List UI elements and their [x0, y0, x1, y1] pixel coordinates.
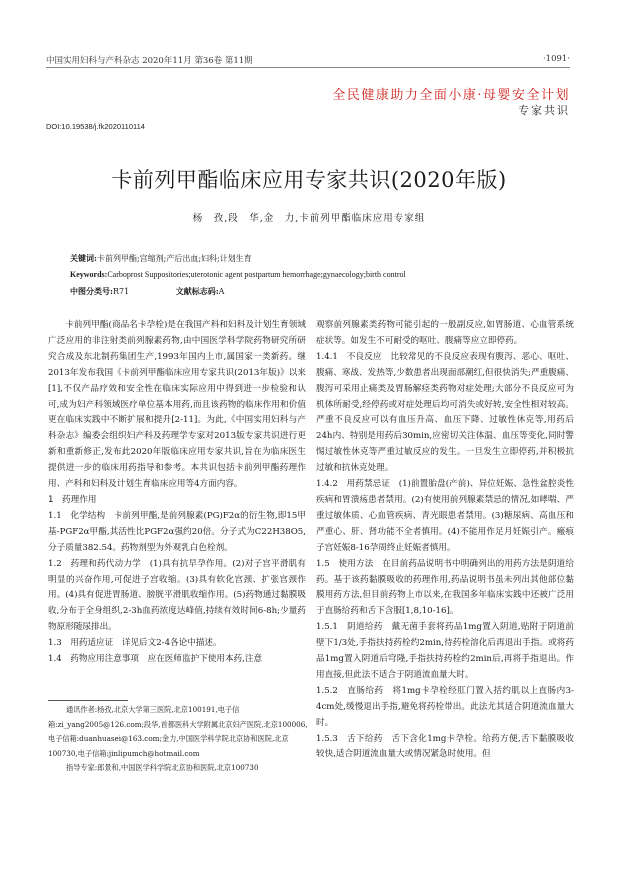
section-heading-1: 1 药理作用 [48, 494, 97, 505]
para-1-4-cont: 观察前列腺素类药物可能引起的一般副反应,如胃肠道、心血管系统症状等。如发生不可耐受的呕吐、腹痛等应立即停药。 [316, 320, 574, 346]
para-1-5-2: 1.5.2 直肠给药 将1mg卡孕栓经肛门置入括约肌以上直肠内3-4cm处,缓慢退出手指,避免将药栓带出。此法尤其适合阴道流血量大时。 [316, 685, 574, 728]
footnote-affiliations: 通讯作者:杨孜,北京大学第三医院,北京100191,电子信箱:zi_yang2005@126.com;段华,首都医科大学附属北京妇产医院,北京100006,电子信箱:duanhuasei@163.com;金力,中国医学科学院北京协和医院,北京100730,电子信箱:jinlipumch@hotmail.com [48, 705, 308, 758]
clc-label: 中图分类号: [70, 286, 113, 296]
page-number: ·1091· [542, 54, 570, 64]
doc-code-label: 文献标志码: [175, 286, 219, 296]
para-1-2: 1.2 药理和药代动力学 (1)具有抗早孕作用。(2)对子宫平滑肌有明显的兴奋作用,可促进子宫收缩。(3)具有软化宫颈、扩张宫颈作用。(4)具有促进胃肠道、膀胱平滑肌收缩作用。(5)药物通过黏膜吸收,分布于全身组织,2-3h血药浓度达峰值,持续有效时间6-8h;少量药物原形随尿排出。 [48, 558, 306, 633]
keywords-en-text: Carboprost Suppositories;uterotonic agent postpartum hemorrhage;gynaecology;birth control [107, 270, 406, 279]
para-1-4-2: 1.4.2 用药禁忌证 (1)前置胎盘(产前)、异位妊娠、急性盆腔炎性疾病和胃溃疡患者禁用。(2)有使用前列腺素禁忌的情况,如哮喘、严重过敏体质、心血管疾病、青光眼患者禁用。(3)糖尿病、高血压和严重心、肝、肾功能不全者慎用。(4)不能用作足月妊娠引产。瘢痕子宫妊娠8-16孕周终止妊娠者慎用。 [316, 479, 574, 553]
footnote-guide-expert: 指导专家:郎景和,中国医学科学院北京协和医院,北京100730 [66, 763, 259, 772]
classification-line [70, 286, 268, 297]
clc-value: R71 [112, 287, 130, 296]
keywords-cn-text: 卡前列甲酯;宫缩剂;产后出血;妇科;计划生育 [96, 254, 252, 263]
left-column [48, 318, 306, 668]
journal-issue: 中国实用妇科与产科杂志 2020年11月 第36卷 第11期 [46, 56, 253, 66]
para-1-4-1: 1.4.1 不良反应 比较常见的不良反应表现有腹泻、恶心、呕吐、腹痛、寒战、发热等,少数患者出现面部潮红,但很快消失;严重腹痛、腹泻可采用止痛类及胃肠解痉类药物对症处理;大部分不良反应可为机体所耐受,经停药或对症处理后均可消失或好转,安全性相对较高。严重不良反应可以有血压升高、血压下降、过敏性休克等,用药后24h内、特别是用药后30min,应密切关注体温、血压等变化,同时警惕过敏性休克等严重过敏反应的发生。一旦发生立即停药,并积极抗过敏和抗休克处理。 [316, 351, 574, 474]
para-1-5-1: 1.5.1 阴道给药 戴无菌手套将药品1mg置入阴道,贴附于阴道前壁下1/3处,手指扶持药栓约2min,待药栓溶化后再退出手指。或将药品1mg置入阴道后穹隆,手指扶持药栓约2min后,再将手指退出。作用直接,但此法不适合于阴道流血量大时。 [316, 622, 574, 680]
header-divider [46, 67, 570, 68]
authors: 杨 孜,段 华,金 力,卡前列甲酯临床应用专家组 [192, 213, 426, 224]
para-1-1: 1.1 化学结构 卡前列甲酯,是前列腺素(PG)F2α的衍生物,即15甲基-PGF2α甲酯,其活性比PGF2α强约20倍。分子式为C22H38O5,分子质量382.54。药物剂型为外观乳白色栓剂。 [48, 510, 306, 553]
intro-paragraph: 卡前列甲酯(商品名卡孕栓)是在我国产科和妇科及计划生育领域广泛应用的非注射类前列腺素药物,由中国医学科学院药物研究所研究合成及东北制药集团生产,1993年国内上市,属国家一类新药。继2013年发布我国《卡前列甲酯临床应用专家共识(2013年版)》以来[1],不仅产品疗效和安全性在临床实际应用中得到进一步检验和认可,成为妇产科领域医疗单位基本用药,而且该药物的临床作用和价值更在临床实践中不断扩展和提升[2-11]。为此,《中国实用妇科与产科杂志》编委会组织妇产科及药理学专家对2013版专家共识进行更新和重新修正,发布此2020年版临床应用专家共识,旨在为临床医生提供进一步的临床用药指导和参考。本共识包括卡前列甲酯药理作用、产科和妇科及计划生育临床应用等4方面内容。 [48, 320, 306, 490]
banner-title: 全民健康助力全面小康·母婴安全计划 [332, 88, 570, 103]
para-1-5: 1.5 使用方法 在目前药品说明书中明确列出的用药方法是阴道给药。基于该药黏膜吸收的药理作用,药品说明书虽未列出其他部位黏膜用药方法,但目前药物上市以来,在我国多年临床实践中还被广泛用于直肠给药和舌下含服[1,8,10-16]。 [316, 558, 574, 617]
clc [70, 287, 151, 296]
footnote-divider [48, 700, 128, 701]
article-title: 卡前列甲酯临床应用专家共识(2020年版) [111, 168, 507, 192]
keywords-en [70, 270, 406, 279]
doc-code-value: A [218, 287, 225, 296]
footnote [48, 703, 308, 776]
para-1-3: 1.3 用药适应证 详见后文2-4各论中描述。 [48, 638, 222, 649]
keywords-cn-label: 关键词: [70, 253, 97, 263]
banner-subtitle: 专家共识 [518, 104, 570, 117]
doc-code [176, 287, 247, 296]
keywords-cn [70, 253, 252, 264]
right-column [316, 318, 574, 763]
keywords-en-label: Keywords: [70, 270, 108, 279]
doi[interactable]: DOI:10.19538/j.fk2020110114 [46, 122, 145, 131]
para-1-4: 1.4 药物应用注意事项 应在医师监护下使用本药,注意 [48, 654, 263, 665]
para-1-5-3: 1.5.3 舌下给药 舌下含化1mg卡孕栓。给药方便,舌下黏膜吸收较快,适合阴道流血量大或情况紧急时使用。但 [316, 733, 574, 760]
